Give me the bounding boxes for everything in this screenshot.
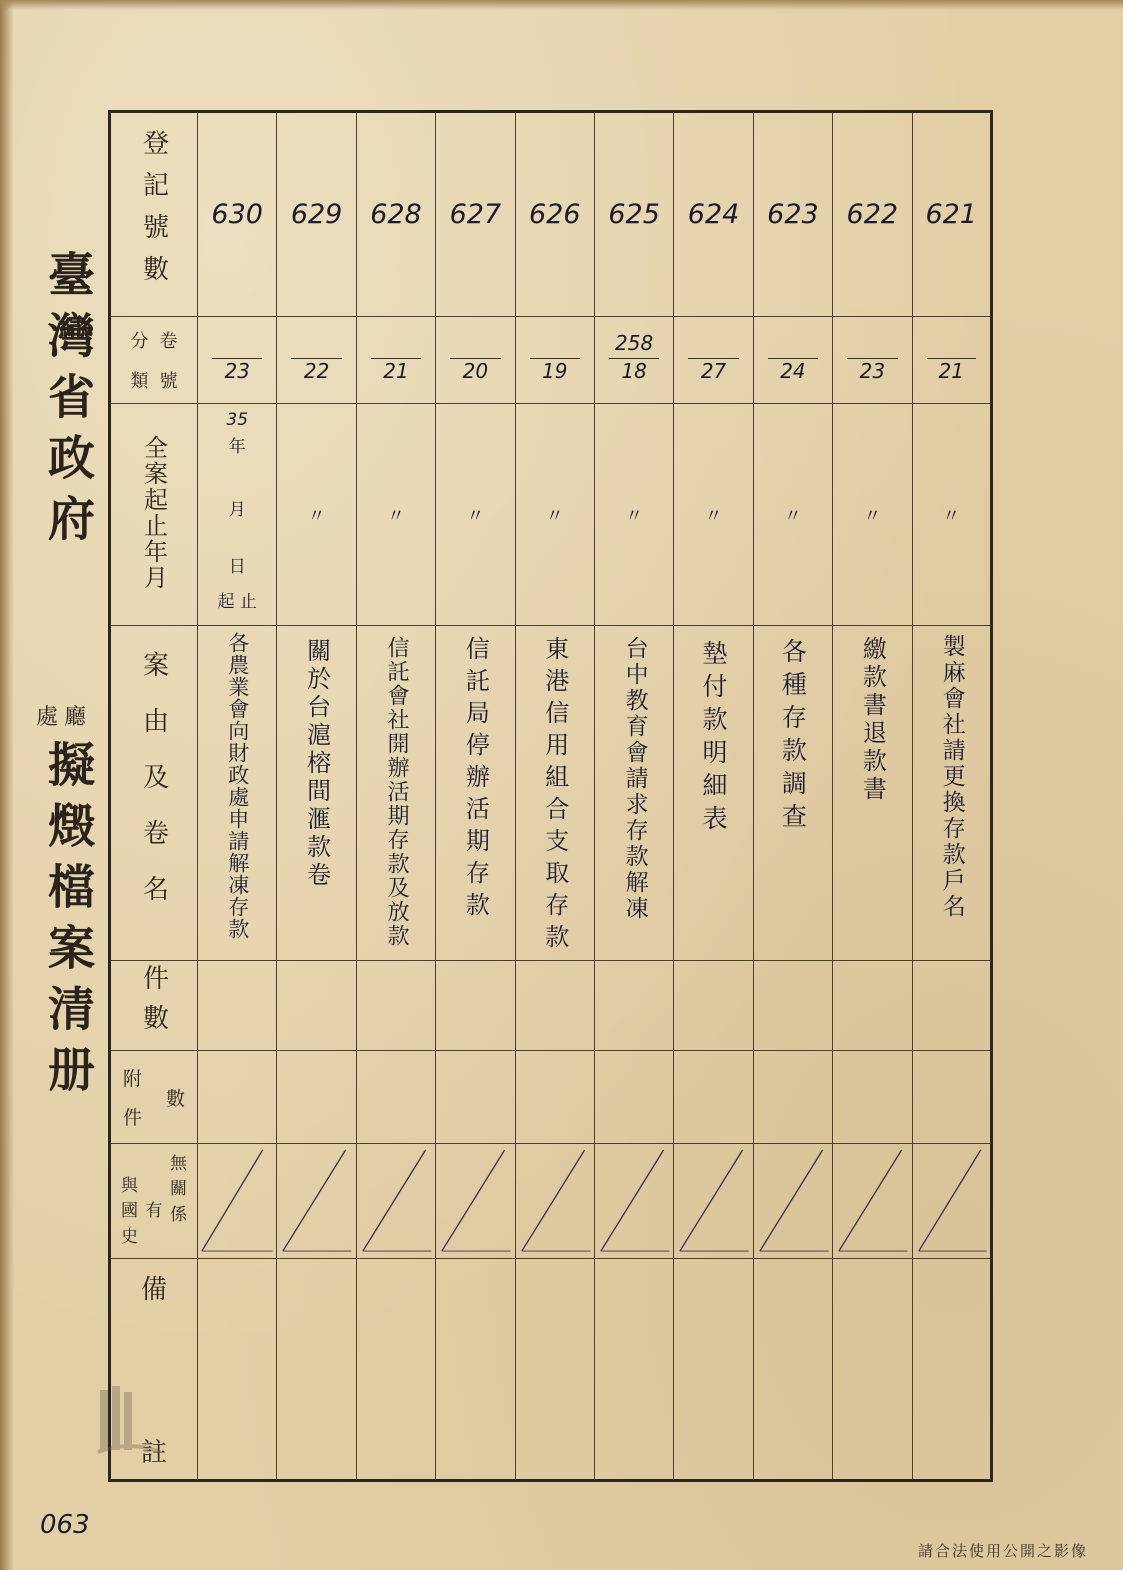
- period-cell: [753, 404, 832, 626]
- subject-cell: [674, 626, 753, 961]
- subject-text: 信託局停辦活期存款: [461, 636, 490, 924]
- subject-text: 各種存款調查: [778, 638, 808, 836]
- header-relevance: 與 國 史 有 無 關 係: [110, 1144, 198, 1259]
- subject-text: 墊付款明細表: [699, 640, 729, 838]
- class-no-value: 21: [371, 358, 421, 383]
- row-class-no: [110, 317, 992, 404]
- reg-no-value: 622: [846, 199, 899, 230]
- relevance-cell: [833, 1144, 912, 1259]
- count-cell: [515, 961, 594, 1051]
- class-no-cell: [594, 317, 673, 404]
- remarks-cell: [594, 1259, 673, 1481]
- relevance-cell: [356, 1144, 435, 1259]
- period-cell: [436, 404, 515, 626]
- reg-no-cell: [277, 112, 356, 317]
- reg-no-value: 623: [767, 199, 819, 230]
- remarks-cell: [753, 1259, 832, 1481]
- class-no-value: 27: [688, 358, 738, 383]
- class-no-value: 21: [927, 358, 976, 383]
- row-count: [110, 961, 992, 1051]
- class-no-cell: [356, 317, 435, 404]
- attachment-cell: [912, 1051, 991, 1144]
- subject-cell: [277, 626, 356, 961]
- reg-no-value: 621: [925, 199, 977, 230]
- subject-cell: [912, 626, 991, 961]
- reg-no-cell: [198, 112, 277, 317]
- ditto-mark: 〃: [704, 505, 723, 527]
- strike-slash: [674, 1144, 752, 1258]
- attachment-cell: [674, 1051, 753, 1144]
- period-cell: [515, 404, 594, 626]
- relevance-cell: [436, 1144, 515, 1259]
- strike-slash: [913, 1144, 990, 1258]
- subject-cell: [594, 626, 673, 961]
- class-no-cell: [674, 317, 753, 404]
- strike-slash: [277, 1144, 355, 1258]
- reg-no-cell: [674, 112, 753, 317]
- period-month-label: 月: [228, 500, 246, 520]
- reg-no-cell: [594, 112, 673, 317]
- period-cell: [594, 404, 673, 626]
- relevance-cell: [912, 1144, 991, 1259]
- subject-text: 信託會社開辦活期存款及放款: [383, 636, 409, 948]
- ditto-mark: 〃: [386, 505, 405, 527]
- reg-no-value: 626: [528, 199, 581, 230]
- reg-no-cell: [833, 112, 912, 317]
- reg-no-value: 625: [608, 199, 660, 230]
- remarks-cell: [436, 1259, 515, 1481]
- subject-text: 繳款書退款書: [858, 636, 887, 804]
- attachment-cell: [594, 1051, 673, 1144]
- page-edge-shadow: [0, 0, 14, 1570]
- class-no-cell: [436, 317, 515, 404]
- remarks-cell: [674, 1259, 753, 1481]
- attachment-cell: [515, 1051, 594, 1144]
- period-year-value: 35: [226, 410, 249, 430]
- class-no-cell: [277, 317, 356, 404]
- period-day-label: 日: [228, 557, 246, 577]
- header-subject: 案由及卷名: [110, 626, 198, 961]
- count-cell: [277, 961, 356, 1051]
- row-attachments: [110, 1051, 992, 1144]
- remarks-cell: [277, 1259, 356, 1481]
- subject-cell: [198, 626, 277, 961]
- reg-no-cell: [515, 112, 594, 317]
- subject-cell: [833, 626, 912, 961]
- subject-cell: [515, 626, 594, 961]
- class-no-value: 24: [768, 358, 818, 383]
- period-cell: [674, 404, 753, 626]
- header-reg-no: 登記號數: [110, 112, 198, 317]
- row-subject: [110, 626, 992, 961]
- strike-slash: [198, 1144, 276, 1258]
- reg-no-cell: [912, 112, 991, 317]
- attachment-cell: [277, 1051, 356, 1144]
- ditto-mark: 〃: [783, 505, 802, 527]
- office-tag: 處廳: [36, 705, 93, 730]
- subject-cell: [356, 626, 435, 961]
- usage-notice: 請合法使用公開之影像: [918, 1542, 1089, 1560]
- class-no-value: 22: [291, 358, 341, 383]
- relevance-cell: [753, 1144, 832, 1259]
- reg-no-value: 627: [449, 199, 502, 230]
- strike-slash: [436, 1144, 514, 1258]
- subject-text: 製麻會社請更換存款戶名: [938, 634, 965, 920]
- reg-no-value: 628: [370, 199, 422, 230]
- header-attachments: 附 件 數: [110, 1051, 198, 1144]
- period-cell-first: [198, 404, 277, 626]
- page-number: 063: [40, 1510, 90, 1540]
- class-no-cell: [198, 317, 277, 404]
- subject-text: 東港信用組合支取存款: [540, 636, 569, 956]
- header-class-no: 分 卷 類 號: [110, 317, 198, 404]
- government-title: 臺灣省政府: [40, 250, 95, 555]
- subject-cell: [753, 626, 832, 961]
- class-no-cell: [912, 317, 991, 404]
- remarks-cell: [515, 1259, 594, 1481]
- relevance-cell: [198, 1144, 277, 1259]
- class-no-value: 23: [212, 358, 262, 383]
- remarks-cell: [198, 1259, 277, 1481]
- attachment-cell: [753, 1051, 832, 1144]
- strike-slash: [357, 1144, 435, 1258]
- row-remarks: [110, 1259, 992, 1481]
- period-cell: [356, 404, 435, 626]
- attachment-cell: [198, 1051, 277, 1144]
- class-no-value: 23: [847, 358, 897, 383]
- ditto-mark: 〃: [545, 505, 564, 527]
- period-cell: [833, 404, 912, 626]
- count-cell: [198, 961, 277, 1051]
- ditto-mark: 〃: [466, 505, 485, 527]
- count-cell: [674, 961, 753, 1051]
- ditto-mark: 〃: [942, 505, 961, 527]
- reg-no-value: 630: [211, 199, 263, 230]
- subject-text: 各農業會向財政處申請解凍存款: [225, 632, 250, 940]
- count-cell: [436, 961, 515, 1051]
- relevance-cell: [674, 1144, 753, 1259]
- count-cell: [833, 961, 912, 1051]
- reg-no-value: 624: [687, 199, 740, 230]
- class-no-extra: 258: [615, 331, 654, 355]
- attachment-cell: [833, 1051, 912, 1144]
- remarks-cell: [833, 1259, 912, 1481]
- period-start-end-label: 起 止: [217, 592, 257, 612]
- class-no-cell: [833, 317, 912, 404]
- strike-slash: [516, 1144, 594, 1258]
- archive-watermark-icon: [90, 1380, 165, 1460]
- class-no-value: 20: [450, 358, 500, 383]
- ditto-mark: 〃: [307, 505, 326, 527]
- reg-no-cell: [753, 112, 832, 317]
- strike-slash: [833, 1144, 911, 1258]
- register-table: [108, 110, 993, 1482]
- subject-cell: [436, 626, 515, 961]
- period-cell: [912, 404, 991, 626]
- register-title: 擬燬檔案清册: [40, 740, 95, 1106]
- reg-no-cell: [356, 112, 435, 317]
- reg-no-cell: [436, 112, 515, 317]
- ditto-mark: 〃: [863, 505, 882, 527]
- page-top-shadow: [0, 0, 1123, 10]
- remarks-cell: [912, 1259, 991, 1481]
- ditto-mark: 〃: [625, 505, 644, 527]
- relevance-cell: [515, 1144, 594, 1259]
- reg-no-value: 629: [290, 199, 343, 230]
- count-cell: [356, 961, 435, 1051]
- class-no-value: 19: [530, 358, 580, 383]
- subject-text: 台中教育會請求存款解凍: [621, 636, 648, 922]
- count-cell: [594, 961, 673, 1051]
- count-cell: [753, 961, 832, 1051]
- remarks-cell: [356, 1259, 435, 1481]
- row-reg-no: [110, 112, 992, 317]
- row-period: [110, 404, 992, 626]
- class-no-value: 18: [609, 358, 659, 383]
- count-cell: [912, 961, 991, 1051]
- period-cell: [277, 404, 356, 626]
- strike-slash: [595, 1144, 673, 1258]
- header-period: 全案起止年月: [110, 404, 198, 626]
- relevance-cell: [277, 1144, 356, 1259]
- class-no-cell: [753, 317, 832, 404]
- header-remarks: 備 註: [110, 1259, 198, 1481]
- strike-slash: [754, 1144, 832, 1258]
- header-count: 件數: [110, 961, 198, 1051]
- attachment-cell: [436, 1051, 515, 1144]
- relevance-cell: [594, 1144, 673, 1259]
- class-no-cell: [515, 317, 594, 404]
- attachment-cell: [356, 1051, 435, 1144]
- subject-text: 關於台滬榕間滙款卷: [302, 638, 331, 890]
- period-year-label: 年: [228, 437, 246, 457]
- row-relevance: [110, 1144, 992, 1259]
